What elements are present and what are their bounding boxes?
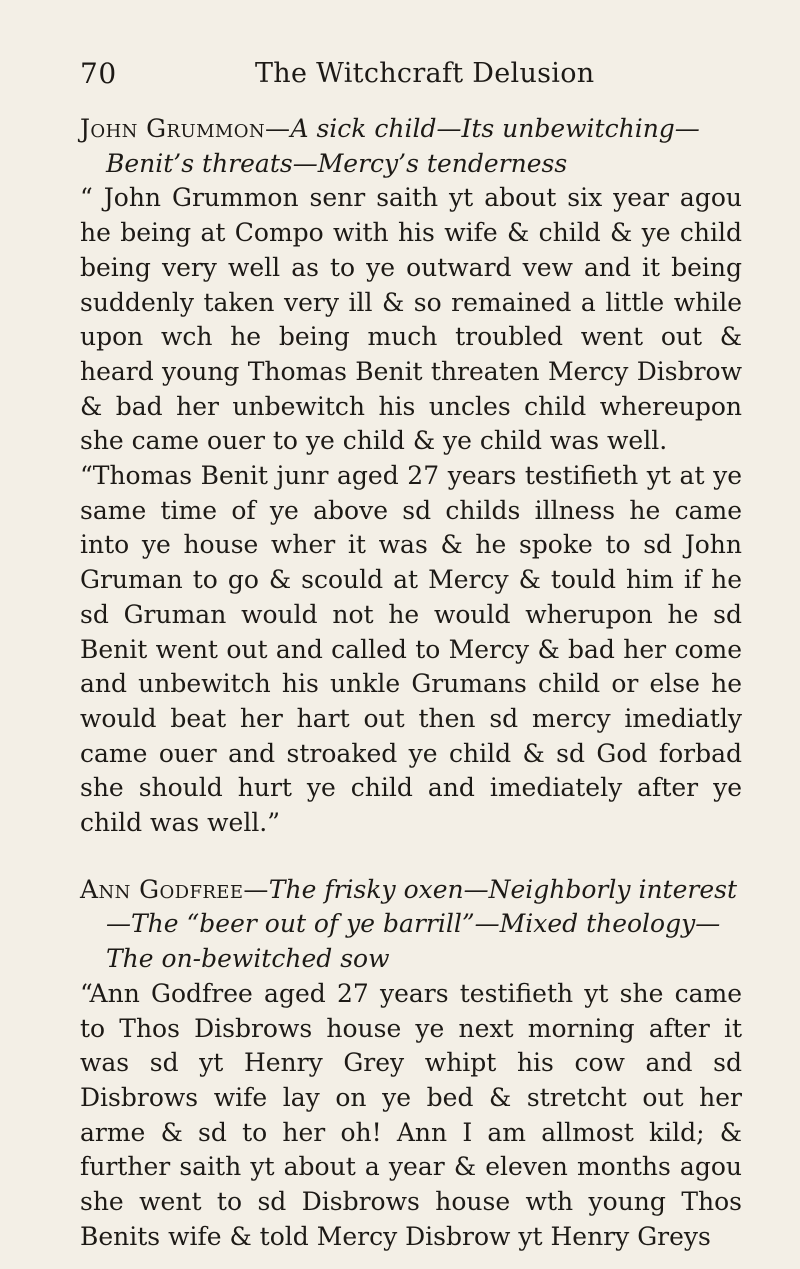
testimony-paragraph: “Thomas Benit junr aged 27 years testifieth yt at ye same time of ye above sd childs illness he came into ye house wher it was & he spoke to sd John Gruman to go & scould at Mercy & tould him if he sd Gruman would not he would wherupon he sd Benit went out and called to Mercy & bad her come and unbewitch his unkle Grumans child or else he would beat her hart out then sd mercy imediatly came ouer and stroaked ye child & sd God forbad she should hurt ye child and imediately after ye child was well.” [80, 461, 742, 838]
body-text [80, 112, 742, 1255]
testimony-paragraph: “ John Grummon senr saith yt about six year agou he being at Compo with his wife & child & ye child being very well as to ye outward vew and it being suddenly taken very ill & so remained a little while upon wch he being much troubled went out & heard young Thomas Benit threaten Mercy Disbrow & bad her unbewitch his uncles child whereupon she came ouer to ye child & ye child was well. [80, 183, 742, 456]
running-head [80, 56, 730, 92]
testimony-paragraph: “Ann Godfree aged 27 years testifieth yt she came to Thos Disbrows house ye next morning after it was sd yt Henry Grey whipt his cow and sd Disbrows wife lay on ye bed & stretcht out her arme & sd to her oh! Ann I am allmost kild; & further saith yt about a year & eleven months agou she went to sd Disbrows house wth young Thos Benits wife & told Mercy Disbrow yt Henry Greys [80, 978, 742, 1251]
section-heading [80, 873, 742, 977]
witness-name: Ann Godfree— [80, 874, 269, 904]
running-title: The Witchcraft Delusion [255, 58, 595, 89]
witness-name: John Grummon— [80, 114, 291, 143]
section-heading [80, 112, 742, 181]
section-topics: The frisky oxen—Neighborly interest—The “beer out of ye barrill”—Mixed theology—The on-bewitched sow [106, 874, 738, 974]
page-number: 70 [80, 57, 117, 90]
section-topics: A sick child—Its unbewitching—Benit’s threats—Mercy’s tenderness [106, 114, 700, 178]
section-divider [80, 841, 742, 873]
